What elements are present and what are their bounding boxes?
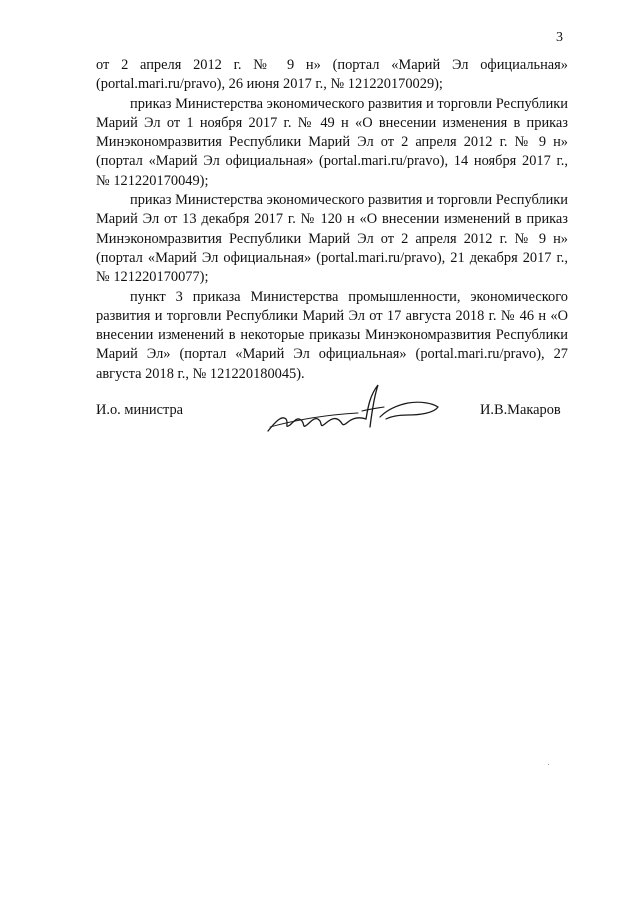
document-body — [96, 56, 568, 384]
scan-speck — [548, 764, 549, 765]
paragraph-continuation: от 2 апреля 2012 г. № 9 н» (портал «Марий Эл официальная» (portal.mari.ru/pravo), 26 июня 2017 г., № 121220170029); — [96, 57, 568, 93]
signatory-title: И.о. министра — [96, 402, 184, 418]
paragraph-order-49n: приказ Министерства экономического развития и торговли Республики Марий Эл от 1 ноября 2017 г. № 49 н «О внесении изменения в приказ Минэкономразвития Республики Марий Эл от 2 апреля 2012 г. № 9 н» (портал «Марий Эл официальная» (portal.mari.ru/pravo), 14 ноября 2017 г., № 121220170049); — [96, 95, 568, 189]
paragraph-order-46n: пункт 3 приказа Министерства промышленности, экономического развития и торговли Республики Марий Эл от 17 августа 2018 г. № 46 н «О внесении изменений в некоторые приказы Минэкономразвития Республики Марий Эл» (портал «Марий Эл официальная» (portal.mari.ru/pravo), 27 августа 2018 г., № 121220180045). — [96, 288, 568, 382]
paragraph-order-120n: приказ Министерства экономического развития и торговли Республики Марий Эл от 13 декабря 2017 г. № 120 н «О внесении изменений в приказ Минэкономразвития Республики Марий Эл от 2 апреля 2012 г. № 9 н» (портал «Марий Эл официальная» (portal.mari.ru/pravo), 21 декабря 2017 г., № 121220170077); — [96, 192, 568, 286]
page-number: 3 — [556, 30, 563, 45]
signatory-name: И.В.Макаров — [480, 402, 561, 418]
handwritten-signature — [262, 381, 442, 441]
